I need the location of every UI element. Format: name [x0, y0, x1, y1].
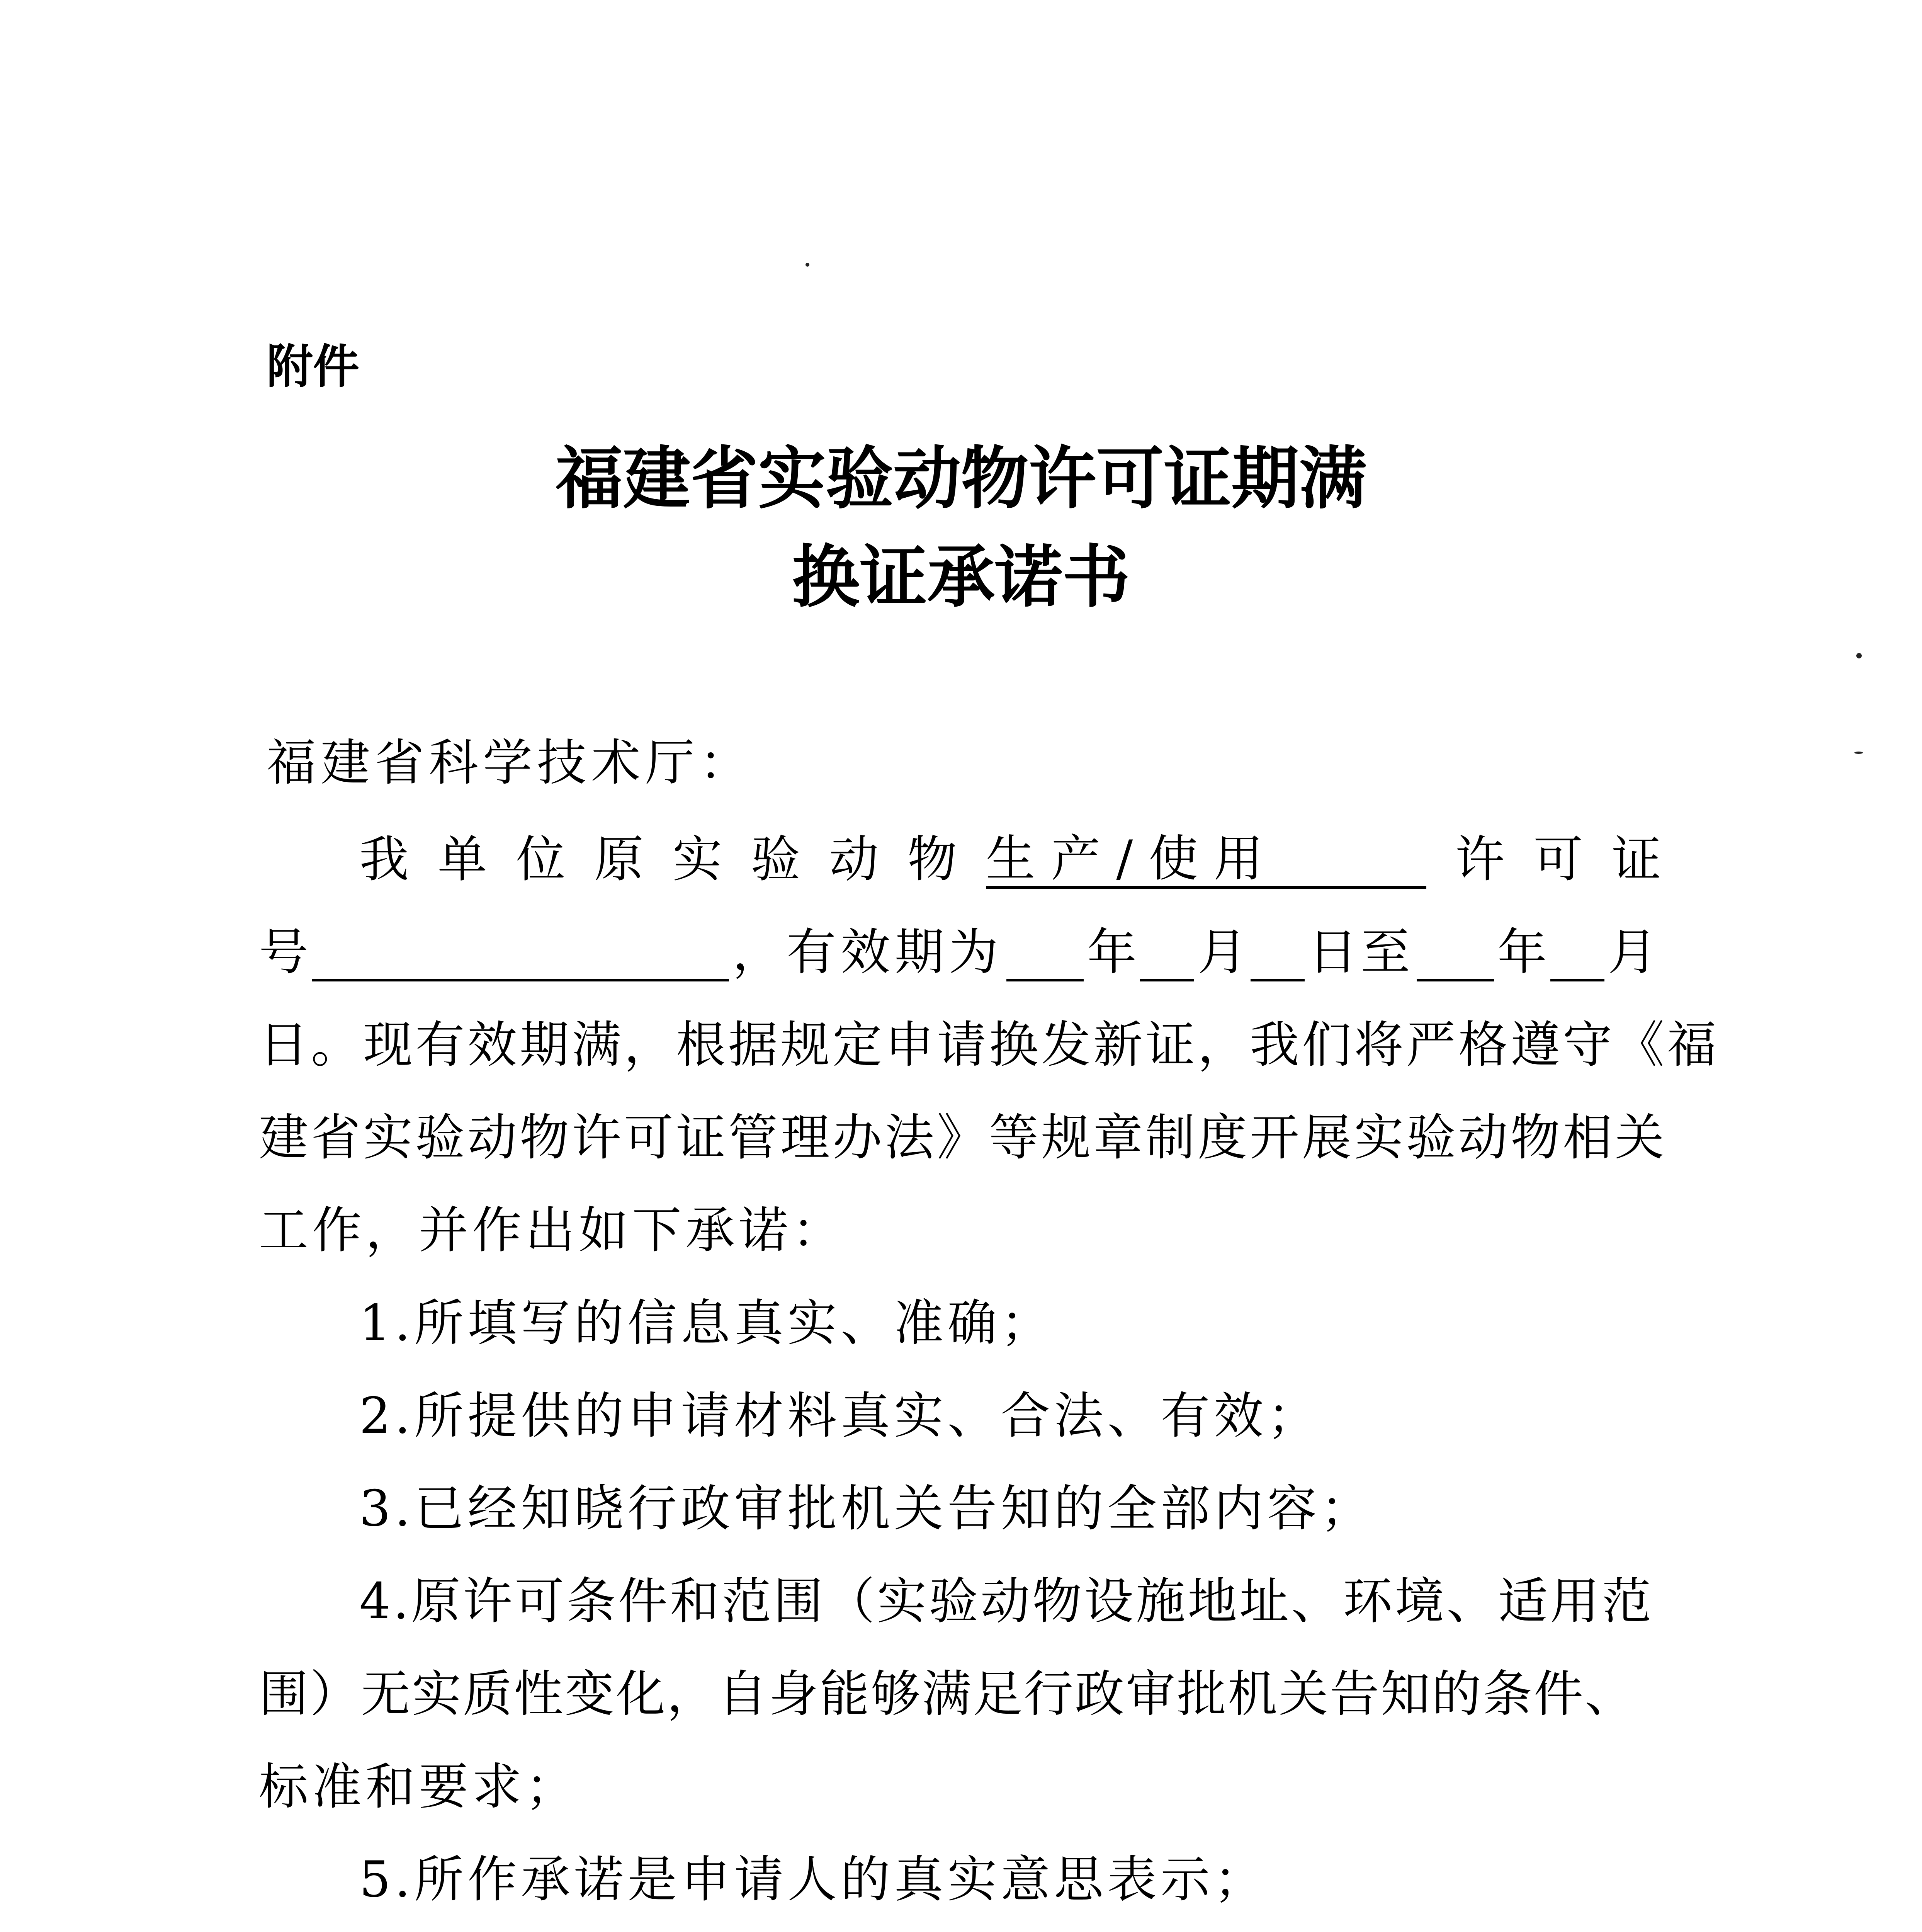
paragraph-1-line-2 [259, 923, 1657, 981]
char: 原 [594, 831, 644, 888]
paragraph-1-line-3: 日。现有效期满，根据规定申请换发新证，我们将严格遵守《福 [259, 1016, 1720, 1074]
char: 物 [907, 831, 957, 888]
paragraph-1-line-5: 工作，并作出如下承诺： [259, 1202, 846, 1259]
char: 我 [359, 831, 409, 888]
start-month-blank[interactable] [1140, 925, 1194, 981]
salutation: 福建省科学技术厅： [267, 734, 754, 792]
month-label: 月 [1197, 923, 1247, 981]
char: 生 [986, 830, 1035, 888]
start-day-blank[interactable] [1251, 925, 1305, 981]
char: 用 [1213, 830, 1263, 888]
char: 位 [516, 831, 566, 888]
scan-speck [1856, 653, 1862, 658]
day-to-label: 日至 [1308, 923, 1413, 981]
char: 证 [1611, 831, 1661, 888]
char: 动 [829, 831, 879, 888]
char: 实 [672, 831, 722, 888]
month-label: 月 [1608, 923, 1657, 981]
commitment-item-1: 1.所填写的信息真实、准确； [359, 1294, 1054, 1352]
paragraph-1-line-4: 建省实验动物许可证管理办法》等规章制度开展实验动物相关 [259, 1109, 1667, 1167]
start-year-blank[interactable] [1006, 925, 1084, 981]
year-label: 年 [1497, 923, 1547, 981]
scan-speck [806, 263, 809, 267]
char: 验 [751, 831, 800, 888]
end-year-blank[interactable] [1417, 925, 1494, 981]
document-title-line-2: 换证承诺书 [792, 538, 1130, 617]
commitment-item-5: 5.所作承诺是申请人的真实意思表示； [359, 1851, 1268, 1908]
validity-label: ，有效期为 [732, 923, 1003, 981]
char: 产 [1051, 830, 1101, 888]
char: 可 [1533, 831, 1583, 888]
commitment-item-3: 3.已经知晓行政审批机关告知的全部内容； [359, 1480, 1374, 1537]
char: 单 [437, 831, 487, 888]
license-no-label: 号 [259, 923, 309, 981]
year-label: 年 [1087, 923, 1137, 981]
end-month-blank[interactable] [1550, 925, 1604, 981]
char: 许 [1455, 831, 1505, 888]
commitment-item-4-line-1: 4.原许可条件和范围（实验动物设施地址、环境、适用范 [359, 1573, 1654, 1630]
commitment-item-2: 2.所提供的申请材料真实、合法、有效； [359, 1387, 1321, 1445]
attachment-label: 附件 [267, 340, 359, 394]
char: / [1116, 830, 1133, 888]
document-title-line-1: 福建省实验动物许可证期满 [555, 440, 1367, 518]
char: 使 [1148, 830, 1198, 888]
license-type-blank[interactable] [986, 832, 1426, 889]
commitment-item-4-line-2: 围）无实质性变化，自身能够满足行政审批机关告知的条件、 [259, 1665, 1636, 1723]
license-number-blank[interactable] [312, 925, 729, 981]
scan-speck [1854, 752, 1863, 754]
paragraph-1-line-1 [359, 831, 1661, 889]
commitment-item-4-line-3: 标准和要求； [259, 1758, 579, 1816]
